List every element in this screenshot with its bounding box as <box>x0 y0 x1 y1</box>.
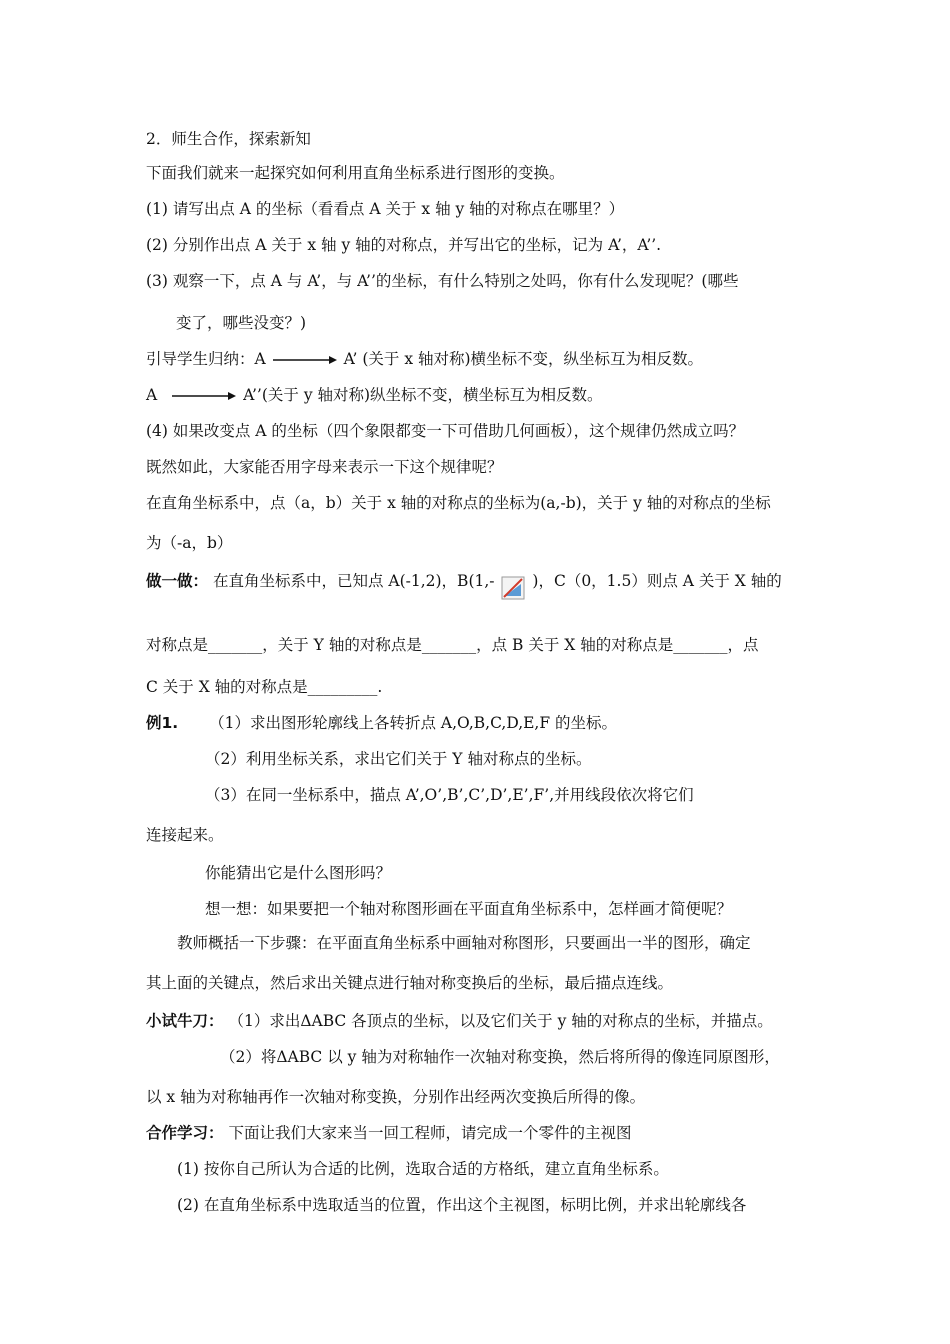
practice-task-step-1: （1）求出ΔABC 各顶点的坐标，以及它们关于 y 轴的对称点的坐标，并描点。 <box>228 1012 773 1030</box>
practice-task <box>146 1010 773 1032</box>
guess-question: 你能猜出它是什么图形吗？ <box>205 864 392 882</box>
cooperative-learning-text: 下面让我们大家来当一回工程师，请完成一个零件的主视图 <box>228 1124 632 1142</box>
exercise-try-text-start: 在直角坐标系中，已知点 A(-1,2)，B(1,- <box>212 572 495 590</box>
question-4: (4) 如果改变点 A 的坐标（四个象限都变一下可借助几何画板），这个规律仍然成立吗？ <box>146 422 745 440</box>
rule-statement: 在直角坐标系中，点（a，b）关于 x 轴的对称点的坐标为(a,-b)，关于 y 轴的对称点的坐标 <box>146 494 771 512</box>
exercise-try-label: 做一做： <box>146 572 209 590</box>
paragraph-letters: 既然如此，大家能否用字母来表示一下这个规律呢？ <box>146 458 503 476</box>
rule-statement-continued: 为（-a，b） <box>146 534 233 552</box>
question-3: (3) 观察一下，点 A 与 A’，与 A’’的坐标，有什么特别之处吗，你有什么发现呢？(哪些 <box>146 272 739 290</box>
summary-x-axis <box>146 348 703 370</box>
question-1: (1) 请写出点 A 的坐标（看看点 A 关于 x 轴 y 轴的对称点在哪里？） <box>146 200 625 218</box>
exercise-try-blanks-continued: C 关于 X 轴的对称点是_________. <box>146 678 383 696</box>
exercise-try <box>146 570 782 594</box>
think-question: 想一想：如果要把一个轴对称图形画在平面直角坐标系中，怎样画才简便呢？ <box>205 900 733 918</box>
example-1-step-1: （1）求出图形轮廓线上各转折点 A,O,B,C,D,E,F 的坐标。 <box>209 714 618 732</box>
teacher-summary-continued: 其上面的关键点，然后求出关键点进行轴对称变换后的坐标，最后描点连线。 <box>146 974 674 992</box>
question-2: (2) 分别作出点 A 关于 x 轴 y 轴的对称点，并写出它的坐标，记为 A’，A’’. <box>146 236 662 254</box>
summary-y-axis-text: A’’(关于 y 轴对称)纵坐标不变，横坐标互为相反数。 <box>243 386 603 404</box>
summary-x-axis-prefix: 引导学生归纳：A <box>146 350 266 368</box>
summary-x-axis-text: A’ (关于 x 轴对称)横坐标不变，纵坐标互为相反数。 <box>343 350 704 368</box>
right-arrow-icon <box>172 391 236 401</box>
cooperative-learning-label: 合作学习： <box>146 1124 224 1142</box>
cooperative-step-1: (1) 按你自己所认为合适的比例，选取合适的方格纸，建立直角坐标系。 <box>177 1160 669 1178</box>
practice-task-step-2: （2）将ΔABC 以 y 轴为对称轴作一次轴对称变换，然后将所得的像连同原图形， <box>220 1048 780 1066</box>
example-1-step-3-continued: 连接起来。 <box>146 826 224 844</box>
broken-image-icon <box>501 576 525 600</box>
practice-task-label: 小试牛刀： <box>146 1012 224 1030</box>
summary-y-axis <box>146 384 603 406</box>
section-heading: 2．师生合作，探索新知 <box>146 130 311 148</box>
example-1-step-3: （3）在同一坐标系中，描点 A’,O’,B’,C’,D’,E’,F’,并用线段依次将它们 <box>205 786 694 804</box>
paragraph-intro: 下面我们就来一起探究如何利用直角坐标系进行图形的变换。 <box>146 164 565 182</box>
cooperative-step-2: (2) 在直角坐标系中选取适当的位置，作出这个主视图，标明比例，并求出轮廓线各 <box>177 1196 747 1214</box>
example-1-label: 例1. <box>146 714 179 732</box>
summary-y-axis-prefix: A <box>146 386 158 404</box>
exercise-try-blanks: 对称点是_______，关于 Y 轴的对称点是_______，点 B 关于 X 轴的对称点是_______，点 <box>146 636 759 654</box>
cooperative-learning <box>146 1122 631 1144</box>
exercise-try-text-end: )，C（0，1.5）则点 A 关于 X 轴的 <box>532 572 782 590</box>
example-1-step-2: （2）利用坐标关系，求出它们关于 Y 轴对称点的坐标。 <box>205 750 592 768</box>
right-arrow-icon <box>273 355 337 365</box>
example-1 <box>146 712 617 734</box>
question-3-continued: 变了，哪些没变？) <box>176 314 307 332</box>
practice-task-step-2-continued: 以 x 轴为对称轴再作一次轴对称变换，分别作出经两次变换后所得的像。 <box>146 1088 646 1106</box>
teacher-summary: 教师概括一下步骤：在平面直角坐标系中画轴对称图形，只要画出一半的图形，确定 <box>177 934 751 952</box>
